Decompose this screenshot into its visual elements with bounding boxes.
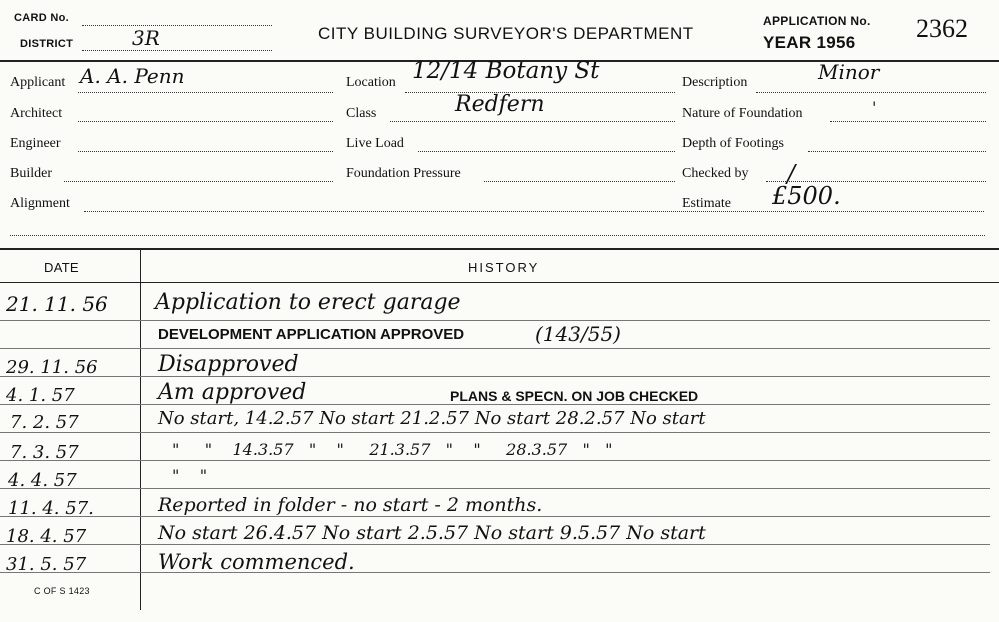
- row-history: Work commenced.: [158, 550, 355, 574]
- builder-label: Builder: [10, 166, 52, 181]
- engineer-line: [78, 151, 333, 152]
- row-date: 4. 4. 57: [8, 470, 77, 491]
- row-date: 21. 11. 56: [6, 292, 108, 316]
- class-label: Class: [346, 106, 377, 121]
- row-line: [0, 376, 990, 377]
- table-header-rule: [0, 282, 999, 283]
- row-date: 4. 1. 57: [6, 385, 75, 406]
- class-value: Redfern: [455, 92, 545, 117]
- row-history: No start 26.4.57 No start 2.5.57 No start 9.5.57 No start: [158, 522, 706, 544]
- alignment-line: [84, 211, 984, 212]
- row-line: [0, 516, 990, 517]
- card-no-line: [82, 25, 272, 26]
- table-top-rule: [0, 248, 999, 250]
- row-line: [0, 348, 990, 349]
- depth-of-footings-line: [808, 151, 986, 152]
- row-history: " " 14.3.57 " " 21.3.57 " " 28.3.57 " ": [172, 440, 613, 459]
- foundation-pressure-line: [484, 181, 675, 182]
- builder-line: [64, 181, 333, 182]
- checked-by-label: Checked by: [682, 166, 749, 181]
- row-line: [0, 544, 990, 545]
- development-approved-stamp: DEVELOPMENT APPLICATION APPROVED: [158, 326, 465, 343]
- row-line: [0, 320, 990, 321]
- row-line: [0, 460, 990, 461]
- extra-line: [10, 235, 985, 236]
- history-header: HISTORY: [468, 260, 540, 275]
- depth-of-footings-label: Depth of Footings: [682, 136, 784, 151]
- date-header: DATE: [44, 260, 79, 275]
- year-label: YEAR 1956: [763, 33, 856, 52]
- district-value: 3R: [132, 26, 160, 50]
- development-approved-ref: (143/55): [535, 322, 621, 346]
- foundation-pressure-label: Foundation Pressure: [346, 166, 461, 181]
- row-history: " ": [172, 466, 208, 485]
- row-line: [0, 404, 990, 405]
- application-number: 2362: [916, 14, 968, 43]
- class-line: [390, 121, 675, 122]
- row-date: 7. 2. 57: [10, 412, 79, 433]
- row-line: [0, 488, 990, 489]
- alignment-label: Alignment: [10, 196, 70, 211]
- description-line: [756, 92, 986, 93]
- form-code: C OF S 1423: [34, 586, 90, 596]
- description-label: Description: [682, 75, 748, 90]
- district-label: DISTRICT: [20, 38, 74, 50]
- row-date: 18. 4. 57: [6, 526, 87, 547]
- description-value: Minor: [818, 60, 880, 84]
- row-history: No start, 14.2.57 No start 21.2.57 No start 28.2.57 No start: [158, 408, 706, 429]
- location-value: 12/14 Botany St: [412, 58, 600, 84]
- applicant-label: Applicant: [10, 75, 66, 90]
- engineer-label: Engineer: [10, 136, 61, 151]
- plans-checked-stamp: PLANS & SPECN. ON JOB CHECKED: [450, 388, 699, 404]
- row-line: [0, 572, 990, 573]
- row-date: 11. 4. 57.: [8, 498, 94, 519]
- row-line: [0, 432, 990, 433]
- location-label: Location: [346, 75, 396, 90]
- estimate-label: Estimate: [682, 196, 731, 211]
- live-load-label: Live Load: [346, 136, 404, 151]
- department-title: CITY BUILDING SURVEYOR'S DEPARTMENT: [318, 24, 694, 43]
- row-history: Disapproved: [158, 352, 299, 377]
- date-column-divider: [140, 248, 141, 610]
- checked-by-value: /: [787, 160, 796, 188]
- row-date: 7. 3. 57: [10, 442, 79, 463]
- estimate-value: £500.: [772, 182, 841, 210]
- row-date: 29. 11. 56: [6, 357, 98, 378]
- live-load-line: [418, 151, 675, 152]
- nature-of-foundation-line: [830, 121, 986, 122]
- row-history: Am approved: [158, 380, 307, 405]
- row-history: Application to erect garage: [155, 290, 461, 315]
- applicant-value: A. A. Penn: [80, 64, 185, 88]
- row-date: 31. 5. 57: [6, 554, 87, 575]
- architect-line: [78, 121, 333, 122]
- nature-of-foundation-value: ': [872, 98, 877, 117]
- row-history: Reported in folder - no start - 2 months.: [158, 494, 543, 516]
- district-line: [82, 50, 272, 51]
- applicant-line: [78, 92, 333, 93]
- nature-of-foundation-label: Nature of Foundation: [682, 106, 803, 121]
- card-no-label: CARD No.: [14, 12, 69, 24]
- application-no-label: APPLICATION No.: [763, 14, 871, 28]
- architect-label: Architect: [10, 106, 63, 121]
